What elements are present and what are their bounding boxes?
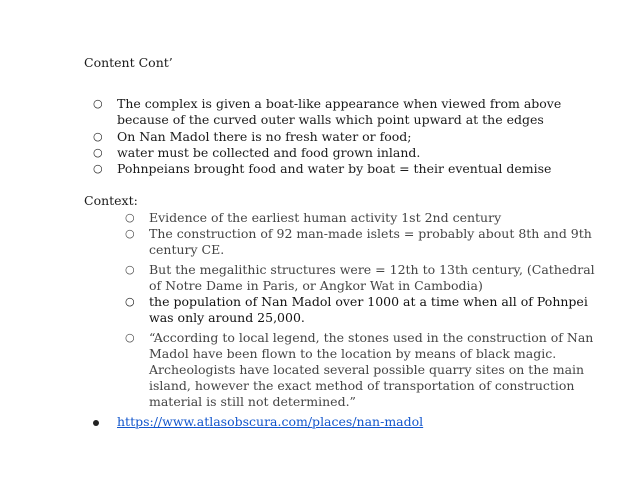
list-item: [125, 226, 595, 258]
list-item-line: Pohnpeians brought food and water by boat = their eventual demise: [117, 161, 552, 176]
list-item-line: On Nan Madol there is no fresh water or food;: [117, 129, 412, 144]
hollow-bullet-icon: ○: [93, 162, 103, 175]
hollow-bullet-icon: ○: [125, 331, 135, 344]
list-item: [93, 145, 613, 161]
list-item-line: was only around 25,000.: [149, 310, 305, 325]
list-item-line: But the megalithic structures were = 12th to 13th century, (Cathedral: [149, 262, 595, 277]
list-item-line: the population of Nan Madol over 1000 at a time when all of Pohnpei: [149, 294, 588, 309]
list-item-line: “According to local legend, the stones used in the construction of Nan: [149, 330, 594, 345]
list-item-line: Archeologists have located several possible quarry sites on the main: [149, 362, 585, 377]
list-item: [125, 330, 595, 410]
list-item-line: Evidence of the earliest human activity 1st 2nd century: [149, 210, 502, 225]
hollow-bullet-icon: ○: [93, 97, 103, 110]
list-item: [93, 161, 613, 177]
context-heading: Context:: [84, 193, 138, 208]
hollow-bullet-icon: ○: [93, 146, 103, 159]
content-heading: Content Cont’: [84, 55, 173, 70]
hollow-bullet-icon: ○: [125, 263, 135, 276]
list-item: [93, 96, 613, 128]
list-item: [125, 210, 595, 226]
list-item-line: because of the curved outer walls which point upward at the edges: [117, 112, 544, 127]
filled-bullet-icon: [93, 420, 99, 426]
list-item-line: island, however the exact method of transportation of construction: [149, 378, 575, 393]
list-item-line: of Notre Dame in Paris, or Angkor Wat in Cambodia): [149, 278, 483, 293]
list-item-line: century CE.: [149, 242, 225, 257]
source-link[interactable]: https://www.atlasobscura.com/places/nan-madol: [117, 414, 424, 429]
list-item-line: material is still not determined.”: [149, 394, 356, 409]
list-item: [93, 414, 553, 430]
list-item: [125, 294, 595, 326]
list-item-line: water must be collected and food grown inland.: [117, 145, 421, 160]
list-item-line: Madol have been flown to the location by means of black magic.: [149, 346, 557, 361]
list-item-line: The complex is given a boat-like appearance when viewed from above: [117, 96, 562, 111]
list-item: [125, 262, 595, 294]
hollow-bullet-icon: ○: [125, 227, 135, 240]
hollow-bullet-icon: ○: [93, 130, 103, 143]
list-item-line: The construction of 92 man-made islets = probably about 8th and 9th: [149, 226, 592, 241]
hollow-bullet-icon: ○: [125, 295, 135, 308]
list-item: [93, 129, 613, 145]
hollow-bullet-icon: ○: [125, 211, 135, 224]
